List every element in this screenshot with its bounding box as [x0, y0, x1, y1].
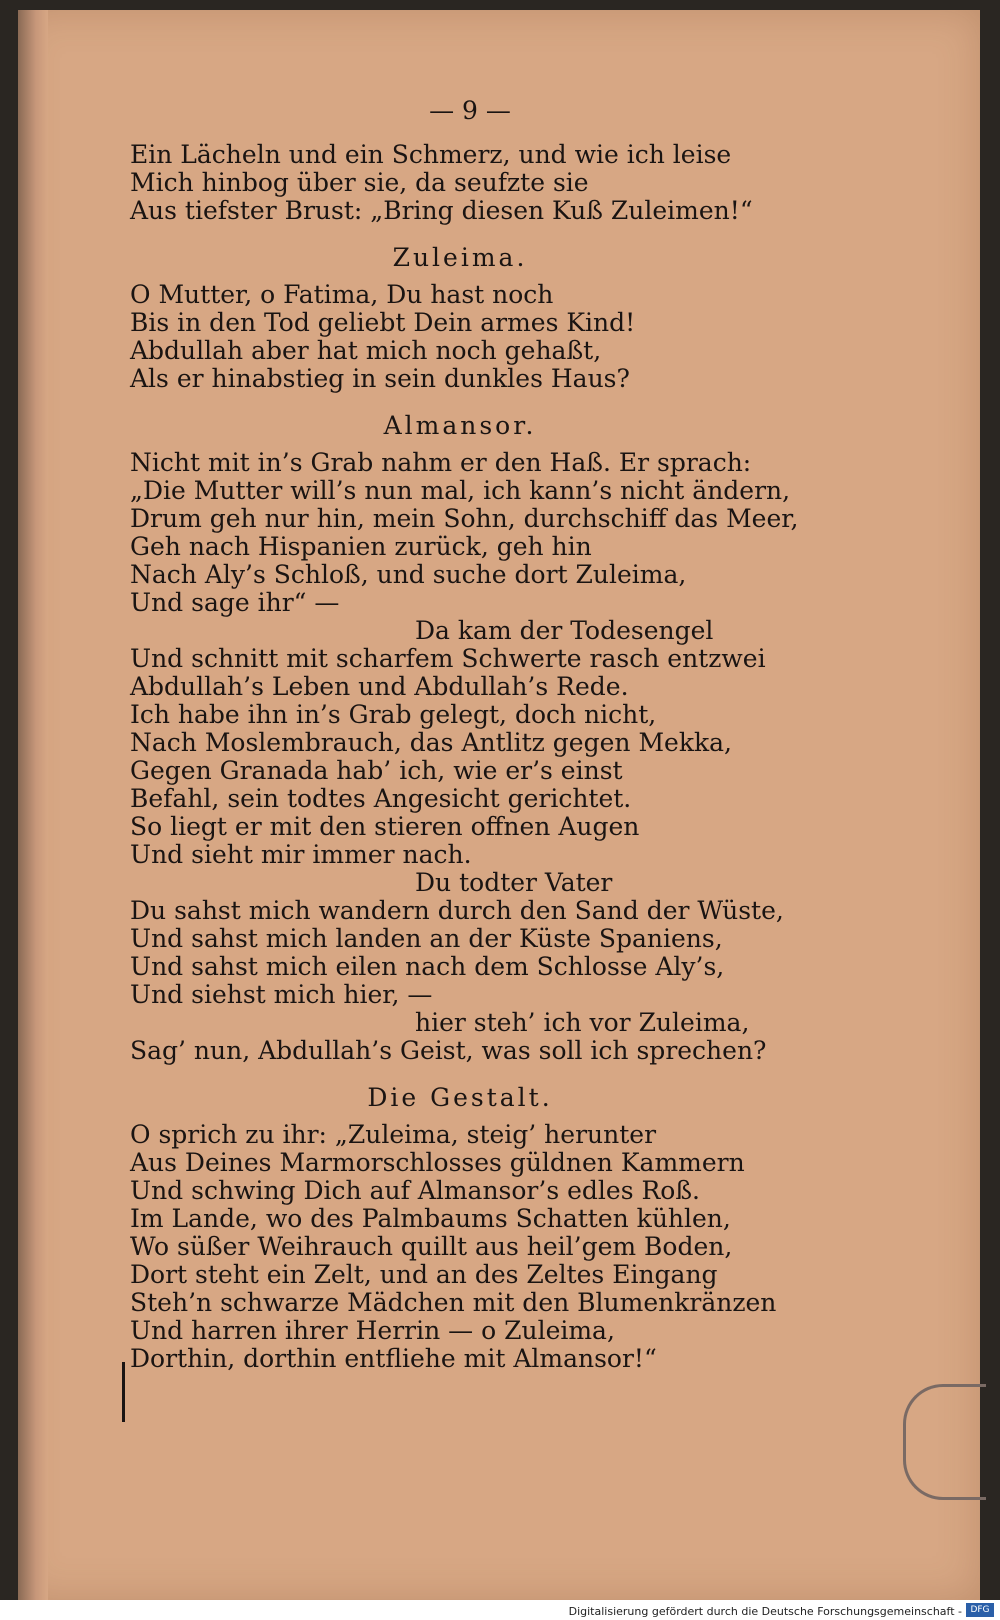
digitization-footer [0, 1600, 1000, 1620]
poem-line: So liegt er mit den stieren offnen Augen [130, 812, 640, 841]
poem-line: Mich hinbog über sie, da seufzte sie [130, 168, 589, 197]
poem-line: Bis in den Tod geliebt Dein armes Kind! [130, 308, 636, 337]
poem-line: Abdullah aber hat mich noch gehaßt, [130, 336, 602, 365]
poem-line: O Mutter, o Fatima, Du hast noch [130, 280, 554, 309]
poem-line: O sprich zu ihr: „Zuleima, steig’ herunter [130, 1120, 657, 1149]
stanza-2c [130, 897, 790, 1009]
stanza-2b [130, 645, 790, 869]
stanza-3 [130, 1121, 790, 1373]
poem-line: Und harren ihrer Herrin — o Zuleima, [130, 1316, 615, 1345]
indented-line-3: hier steh’ ich vor Zuleima, [415, 1008, 750, 1037]
poem-line: Aus tiefster Brust: „Bring diesen Kuß Zuleimen!“ [130, 196, 753, 225]
poem-line: Sag’ nun, Abdullah’s Geist, was soll ich sprechen? [130, 1036, 767, 1065]
poem-line: Und schnitt mit scharfem Schwerte rasch entzwei [130, 644, 766, 673]
poem-line: Gegen Granada hab’ ich, wie er’s einst [130, 756, 623, 785]
poem-line: Drum geh nur hin, mein Sohn, durchschiff das Meer, [130, 504, 799, 533]
poem-line: Nach Aly’s Schloß, und suche dort Zuleima, [130, 560, 687, 589]
speaker-zuleima: Zuleima. [392, 243, 528, 272]
poem-line: Und sage ihr“ — [130, 588, 340, 617]
poem-line: Dort steht ein Zelt, und an des Zeltes Eingang [130, 1260, 718, 1289]
poem-line: Im Lande, wo des Palmbaums Schatten kühlen, [130, 1204, 731, 1233]
indented-line-2: Du todter Vater [415, 868, 613, 897]
poem-line: Und sahst mich landen an der Küste Spaniens, [130, 924, 723, 953]
poem-line: Ich habe ihn in’s Grab gelegt, doch nicht, [130, 700, 657, 729]
poem-line: Nach Moslembrauch, das Antlitz gegen Mekka, [130, 728, 732, 757]
poem-line: Nicht mit in’s Grab nahm er den Haß. Er sprach: [130, 448, 752, 477]
speaker-almansor: Almansor. [383, 411, 537, 440]
poem-line: Wo süßer Weihrauch quillt aus heil’gem Boden, [130, 1232, 733, 1261]
stanza-0 [130, 141, 790, 225]
page-clip-mark [903, 1384, 986, 1500]
poem-line: Als er hinabstieg in sein dunkles Haus? [130, 364, 630, 393]
poem-line: Und sieht mir immer nach. [130, 840, 472, 869]
poem-line: Und sahst mich eilen nach dem Schlosse Aly’s, [130, 952, 725, 981]
poem-line: Ein Lächeln und ein Schmerz, und wie ich leise [130, 140, 732, 169]
poem-line: Du sahst mich wandern durch den Sand der Wüste, [130, 896, 784, 925]
indented-line-1: Da kam der Todesengel [415, 616, 714, 645]
stanza-2a [130, 448, 799, 617]
dfg-logo-icon: DFG [966, 1603, 994, 1617]
stanza-1 [130, 281, 790, 393]
poem-line: Und siehst mich hier, — [130, 980, 433, 1009]
poem-line: Und schwing Dich auf Almansor’s edles Roß. [130, 1176, 700, 1205]
poem-text [130, 96, 799, 1373]
poem-line: Abdullah’s Leben und Abdullah’s Rede. [130, 672, 629, 701]
poem-line: Steh’n schwarze Mädchen mit den Blumenkränzen [130, 1288, 777, 1317]
page-number: — 9 — [429, 96, 511, 125]
poem-line: Dorthin, dorthin entfliehe mit Almansor!“ [130, 1344, 657, 1373]
margin-bracket-mark [122, 1362, 125, 1422]
speaker-die-gestalt: Die Gestalt. [367, 1083, 553, 1112]
poem-line: Geh nach Hispanien zurück, geh hin [130, 532, 592, 561]
poem-line: Befahl, sein todtes Angesicht gerichtet. [130, 784, 632, 813]
stanza-2d [130, 1037, 790, 1065]
page-binding-edge [18, 10, 48, 1600]
poem-line: „Die Mutter will’s nun mal, ich kann’s nicht ändern, [130, 476, 791, 505]
footer-credit: Digitalisierung gefördert durch die Deutsche Forschungsgemeinschaft - [568, 1605, 962, 1618]
poem-line: Aus Deines Marmorschlosses güldnen Kammern [130, 1148, 745, 1177]
